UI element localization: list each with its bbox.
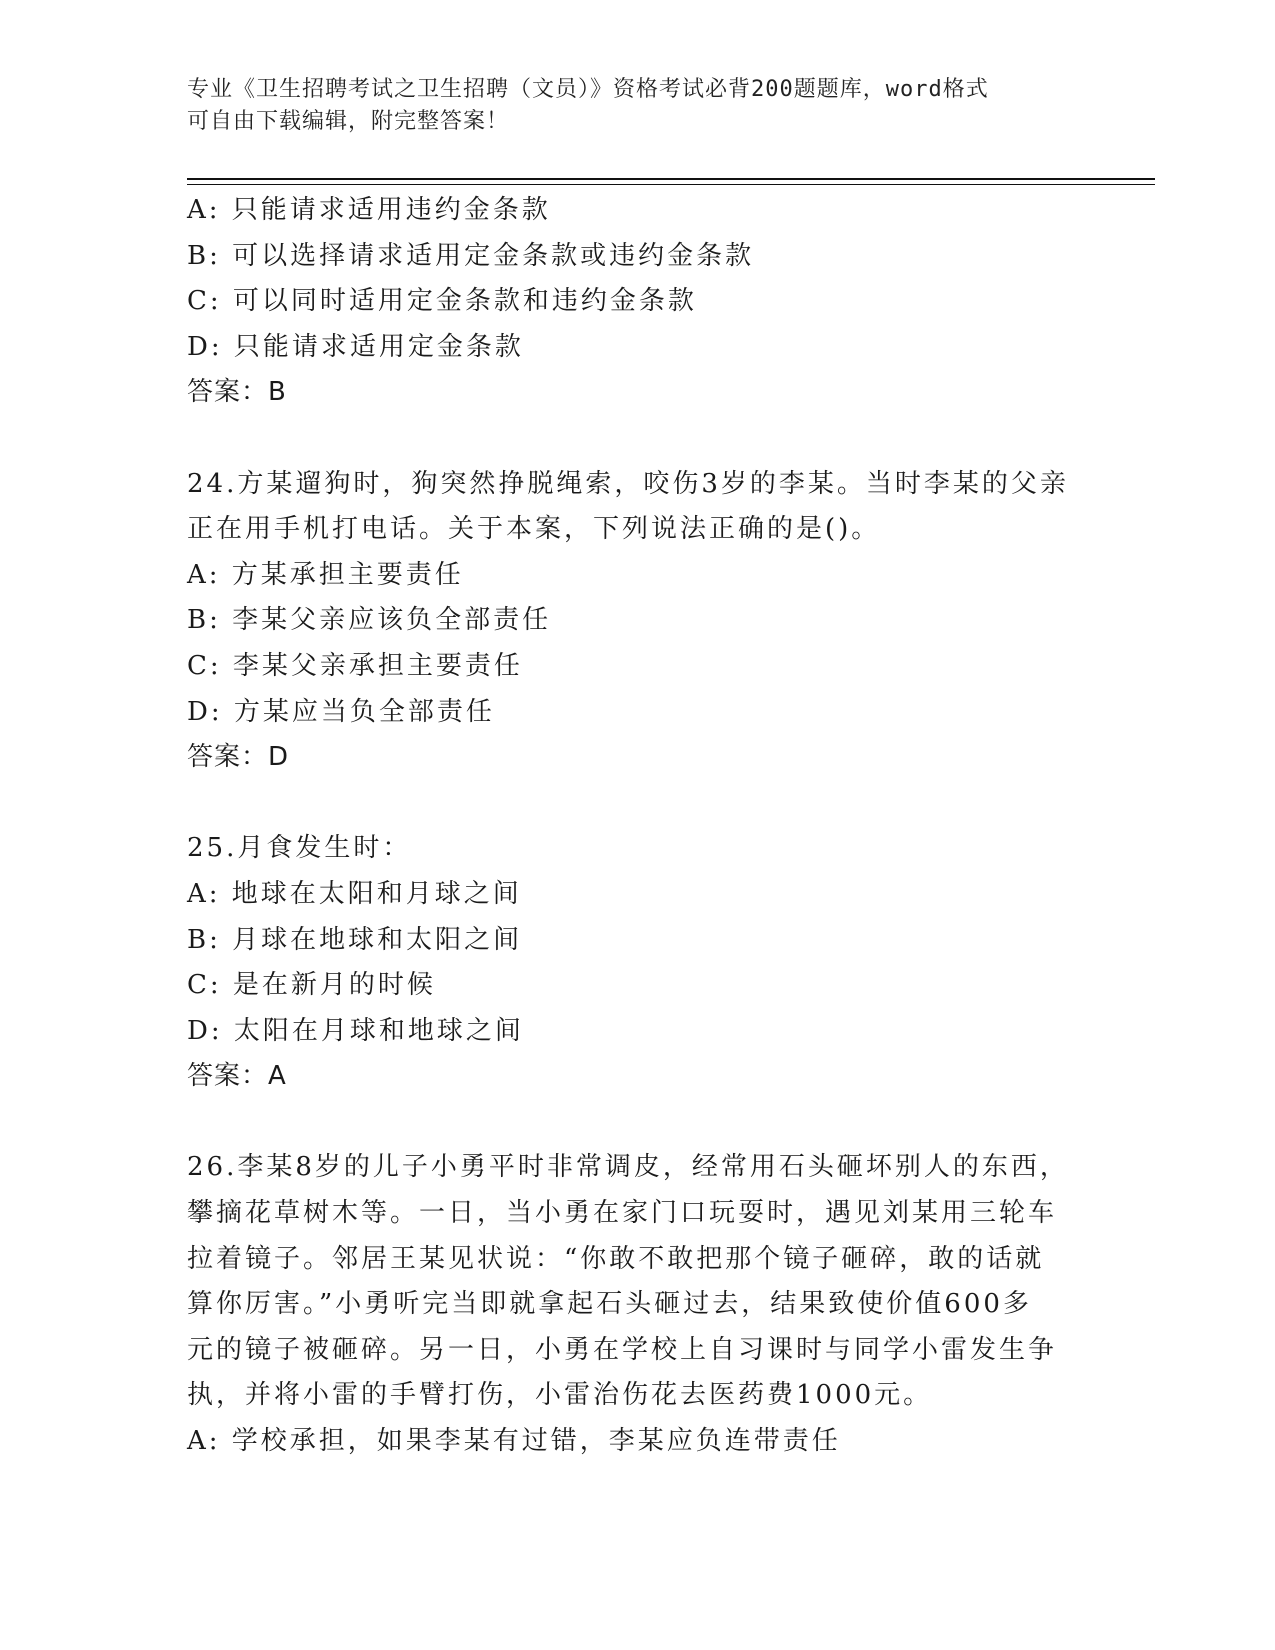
question-stem: 25.月食发生时：	[187, 833, 412, 864]
question-stem: 拉着镜子。邻居王某见状说：“你敢不敢把那个镜子砸碎，敢的话就	[187, 1243, 1045, 1274]
option-a: A: 地球在太阳和月球之间	[187, 878, 522, 909]
option-c: C: 是在新月的时候	[187, 970, 436, 1001]
question-stem: 攀摘花草树木等。一日，当小勇在家门口玩耍时，遇见刘某用三轮车	[187, 1198, 1058, 1229]
question-stem: 26.李某8岁的儿子小勇平时非常调皮，经常用石头砸坏别人的东西，	[187, 1152, 1069, 1183]
option-c: C: 可以同时适用定金条款和违约金条款	[187, 286, 697, 317]
option-d: D: 方某应当负全部责任	[187, 696, 495, 727]
question-24	[187, 462, 1087, 781]
answer: 答案：A	[187, 1061, 287, 1092]
option-d: D: 太阳在月球和地球之间	[187, 1015, 524, 1046]
header-title-line-2: 可自由下载编辑，附完整答案！	[187, 109, 510, 134]
option-b: B: 月球在地球和太阳之间	[187, 924, 523, 955]
option-c: C: 李某父亲承担主要责任	[187, 650, 523, 681]
question-stem: 正在用手机打电话。关于本案，下列说法正确的是()。	[187, 514, 881, 545]
option-d: D: 只能请求适用定金条款	[187, 331, 524, 362]
answer: 答案：B	[187, 377, 287, 408]
document-header	[187, 74, 1087, 138]
header-title-line-1: 专业《卫生招聘考试之卫生招聘（文员）》资格考试必背200题题库，word格式	[187, 77, 989, 102]
option-a: A: 方某承担主要责任	[187, 559, 464, 590]
spacer	[187, 781, 1087, 827]
spacer	[187, 1100, 1087, 1146]
option-a: A: 学校承担，如果李某有过错，李某应负连带责任	[187, 1426, 841, 1457]
question-stem: 24.方某遛狗时，狗突然挣脱绳索，咬伤3岁的李某。当时李某的父亲	[187, 468, 1069, 499]
question-list	[187, 188, 1087, 1465]
question-stem: 元的镜子被砸碎。另一日，小勇在学校上自习课时与同学小雷发生争	[187, 1334, 1058, 1365]
question-26	[187, 1145, 1087, 1464]
header-divider-thick	[187, 178, 1155, 180]
option-a: A: 只能请求适用违约金条款	[187, 195, 551, 225]
question-stem: 算你厉害。”小勇听完当即就拿起石头砸过去，结果致使价值600多	[187, 1289, 1032, 1320]
option-b: B: 李某父亲应该负全部责任	[187, 605, 552, 636]
spacer	[187, 416, 1087, 462]
question-23	[187, 188, 1087, 416]
option-b: B: 可以选择请求适用定金条款或违约金条款	[187, 240, 755, 271]
question-stem: 执，并将小雷的手臂打伤，小雷治伤花去医药费1000元。	[187, 1380, 933, 1411]
header-divider-thin	[187, 184, 1155, 185]
answer: 答案：D	[187, 742, 290, 773]
question-25	[187, 826, 1087, 1100]
